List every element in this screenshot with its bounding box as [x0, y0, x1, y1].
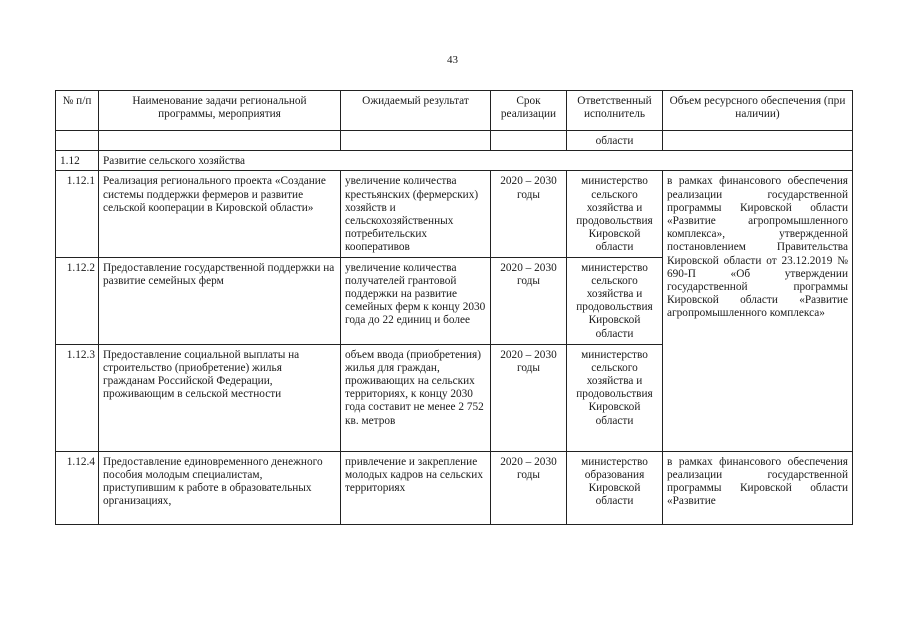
- row-term: 2020 – 2030 годы: [491, 171, 567, 257]
- row-num: 1.12.3: [56, 344, 99, 451]
- row-executor: министерство образования Кировской области: [567, 451, 663, 524]
- header-resources: Объем ресурсного обеспечения (при наличии): [663, 91, 853, 131]
- row-num: 1.12.2: [56, 257, 99, 344]
- row-result: увеличение количества получателей грантовой поддержки на развитие семейных ферм к концу 2030 года до 22 единиц и более: [341, 257, 491, 344]
- row-result: привлечение и закрепление молодых кадров на сельских территориях: [341, 451, 491, 524]
- section-title: Развитие сельского хозяйства: [99, 151, 853, 171]
- section-row: [56, 151, 853, 171]
- row-name: Предоставление единовременного денежного пособия молодым специалистам, приступившим к работе в образовательных организациях,: [99, 451, 341, 524]
- row-term: 2020 – 2030 годы: [491, 344, 567, 451]
- row-name: Реализация регионального проекта «Создание системы поддержки фермеров и развитие сельской кооперации в Кировской области»: [99, 171, 341, 257]
- header-executor: Ответственный исполнитель: [567, 91, 663, 131]
- merged-resources: в рамках финансового обеспечения реализации государственной программы Кировской области «Развитие агропромышленного комплекса», утвержденной постановлением Правительства Кировской области от 23.12.2019 № 690-П «Об утверждении государственной программы Кировской области «Развитие агропромышленного комплекса»: [663, 171, 853, 451]
- row-result: объем ввода (приобретения) жилья для граждан, проживающих на сельских территориях, к концу 2030 года составит не менее 2 752 кв. метров: [341, 344, 491, 451]
- row-term: 2020 – 2030 годы: [491, 451, 567, 524]
- row-num: 1.12.1: [56, 171, 99, 257]
- section-num: 1.12: [56, 151, 99, 171]
- continuation-row: [56, 131, 853, 151]
- row-name: Предоставление социальной выплаты на строительство (приобретение) жилья гражданам Российской Федерации, проживающим в сельской местности: [99, 344, 341, 451]
- row-term: 2020 – 2030 годы: [491, 257, 567, 344]
- row-executor: министерство сельского хозяйства и продовольствия Кировской области: [567, 257, 663, 344]
- header-num: № п/п: [56, 91, 99, 131]
- header-name: Наименование задачи региональной программы, мероприятия: [99, 91, 341, 131]
- header-term: Срок реализации: [491, 91, 567, 131]
- page-number: 43: [447, 54, 458, 66]
- continuation-executor: области: [567, 131, 663, 151]
- table-row: [56, 171, 853, 257]
- row-num: 1.12.4: [56, 451, 99, 524]
- row-result: увеличение количества крестьянских (фермерских) хозяйств и сельскохозяйственных потребительских кооперативов: [341, 171, 491, 257]
- table-row: [56, 451, 853, 524]
- row-name: Предоставление государственной поддержки на развитие семейных ферм: [99, 257, 341, 344]
- row-executor: министерство сельского хозяйства и продовольствия Кировской области: [567, 171, 663, 257]
- table-header-row: [56, 91, 853, 131]
- row-resources: в рамках финансового обеспечения реализации государственной программы Кировской области «Развитие: [663, 451, 853, 524]
- program-table: [55, 90, 853, 525]
- row-executor: министерство сельского хозяйства и продовольствия Кировской области: [567, 344, 663, 451]
- header-result: Ожидаемый результат: [341, 91, 491, 131]
